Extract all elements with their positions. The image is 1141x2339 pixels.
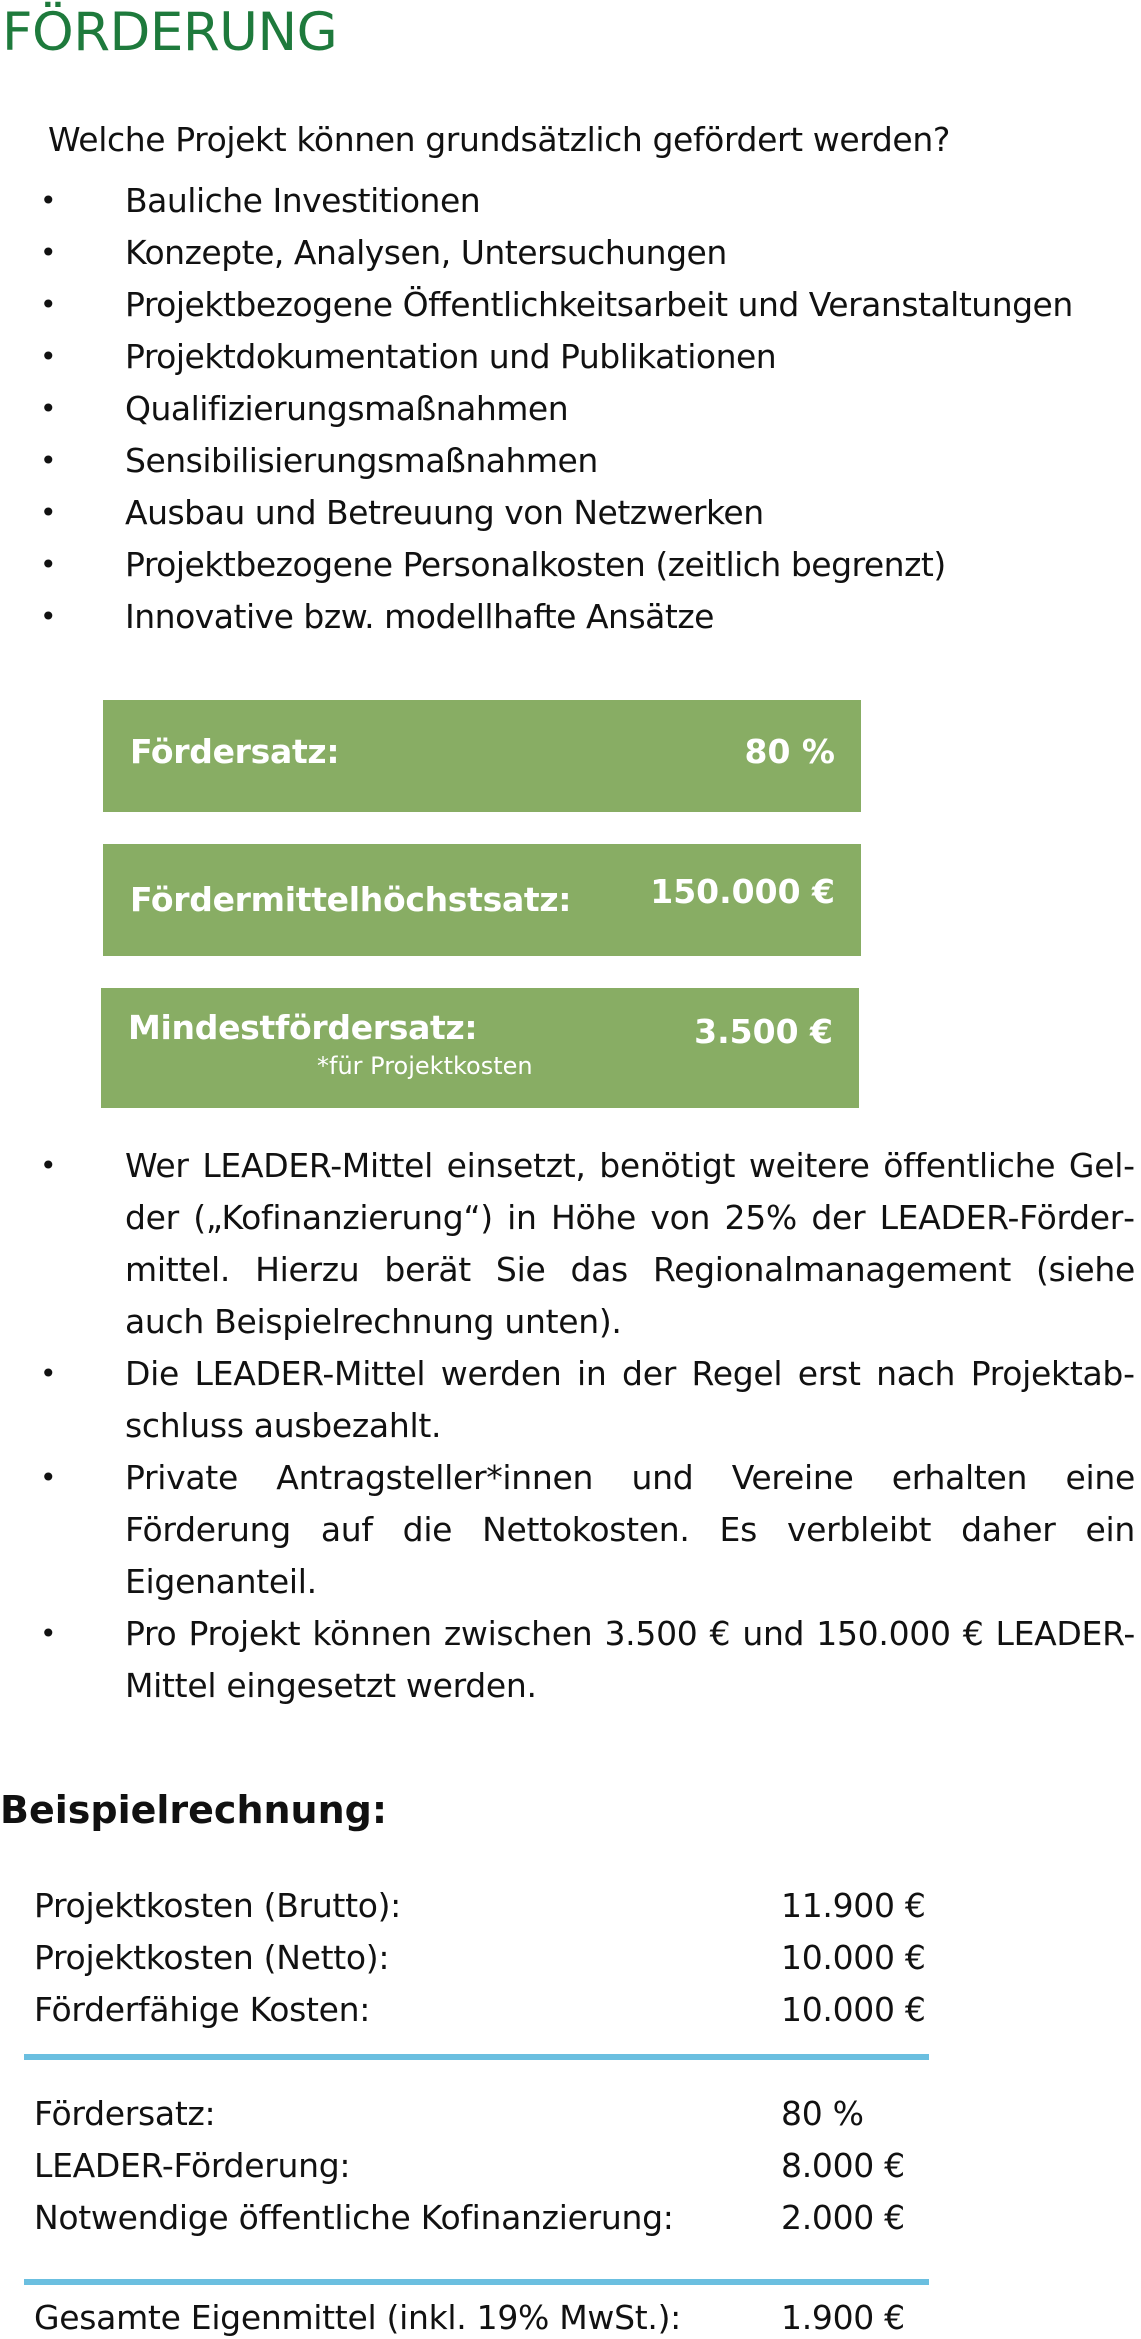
bullet-icon: • (40, 184, 57, 217)
note-text: Die LEADER-Mittel werden in der Regel erst nach Projektabschluss ausbezahlt. (125, 1354, 1135, 1445)
calc-row-foerderfaehig (34, 1984, 924, 2036)
list-item-text: Konzepte, Analysen, Untersuchungen (125, 233, 727, 272)
foerdersatz-label: Fördersatz: (130, 732, 340, 771)
list-item-text: Projektbezogene Öffentlichkeitsarbeit und Veranstaltungen (125, 285, 1073, 324)
list-item (40, 487, 1135, 539)
page-title: FÖRDERUNG (2, 2, 338, 63)
calc-label: Projektkosten (Brutto): (34, 1886, 401, 1925)
list-item (40, 227, 1135, 279)
calc-row-leader (34, 2140, 924, 2192)
intro-question: Welche Projekt können grundsätzlich gefördert werden? (48, 120, 950, 159)
bullet-icon: • (40, 600, 57, 633)
mindestsatz-label: Mindestfördersatz: (128, 1008, 478, 1047)
calc-value: 80 % (781, 2094, 864, 2133)
mindestsatz-value: 3.500 € (694, 1012, 833, 1051)
bullet-icon: • (40, 444, 57, 477)
list-item (40, 279, 1135, 331)
foerdersatz-value: 80 % (744, 732, 835, 771)
list-item-text: Ausbau und Betreuung von Netzwerken (125, 493, 764, 532)
bullet-icon: • (40, 288, 57, 321)
calc-value: 2.000 € (781, 2198, 905, 2237)
foerdersatz-box (103, 700, 861, 812)
calc-value: 8.000 € (781, 2146, 905, 2185)
hoechstsatz-label: Fördermittelhöchstsatz: (130, 880, 572, 919)
bullet-icon: • (40, 1461, 57, 1494)
list-item (40, 1452, 1135, 1608)
bullet-icon: • (40, 236, 57, 269)
calc-label: LEADER-Förderung: (34, 2146, 351, 2185)
calc-value: 10.000 € (781, 1938, 926, 1977)
divider-line (24, 2054, 929, 2060)
list-item-text: Projektbezogene Personalkosten (zeitlich begrenzt) (125, 545, 946, 584)
notes-list (40, 1140, 1135, 1712)
mindestsatz-note: *für Projektkosten (317, 1052, 533, 1080)
mindestsatz-box (101, 988, 859, 1108)
list-item-text: Bauliche Investitionen (125, 181, 481, 220)
divider-line (24, 2279, 929, 2285)
note-text: Private Antragsteller*innen und Vereine erhalten eine Förderung auf die Nettokosten. Es verbleibt daher ein Eigenanteil. (125, 1458, 1135, 1601)
list-item (40, 331, 1135, 383)
bullet-icon: • (40, 496, 57, 529)
bullet-icon: • (40, 548, 57, 581)
bullet-icon: • (40, 1357, 57, 1390)
note-text: Wer LEADER-Mittel einsetzt, benötigt weitere öffentliche Gelder („Kofinanzierung“) in Höhe von 25% der LEADER-Fördermittel. Hierzu berät Sie das Regionalmanagement (siehe auch Beispielrechnung unten). (125, 1146, 1135, 1341)
calc-row-eigenmittel (34, 2296, 924, 2339)
bullet-icon: • (40, 340, 57, 373)
list-item (40, 1140, 1135, 1348)
list-item (40, 383, 1135, 435)
calc-value: 1.900 € (781, 2298, 905, 2337)
list-item (40, 1348, 1135, 1452)
list-item-text: Sensibilisierungsmaßnahmen (125, 441, 598, 480)
list-item (40, 175, 1135, 227)
hoechstsatz-value: 150.000 € (650, 872, 835, 911)
example-heading: Beispielrechnung: (0, 1788, 388, 1832)
calc-row-foerdersatz (34, 2088, 924, 2140)
bullet-icon: • (40, 392, 57, 425)
note-text: Pro Projekt können zwischen 3.500 € und 150.000 € LEADER-Mittel eingesetzt werden. (125, 1614, 1135, 1705)
calc-row-kofinanzierung (34, 2192, 924, 2244)
bullet-icon: • (40, 1617, 57, 1650)
calc-value: 11.900 € (781, 1886, 926, 1925)
calc-label: Förderfähige Kosten: (34, 1990, 371, 2029)
calc-label: Projektkosten (Netto): (34, 1938, 390, 1977)
list-item-text: Projektdokumentation und Publikationen (125, 337, 777, 376)
calc-row-brutto (34, 1880, 924, 1932)
list-item (40, 435, 1135, 487)
list-item (40, 539, 1135, 591)
calc-value: 10.000 € (781, 1990, 926, 2029)
calc-row-netto (34, 1932, 924, 1984)
list-item (40, 1608, 1135, 1712)
eligible-list (40, 175, 1135, 643)
bullet-icon: • (40, 1149, 57, 1182)
calc-label: Fördersatz: (34, 2094, 216, 2133)
calc-label: Notwendige öffentliche Kofinanzierung: (34, 2198, 674, 2237)
list-item-text: Innovative bzw. modellhafte Ansätze (125, 597, 714, 636)
list-item (40, 591, 1135, 643)
hoechstsatz-box (103, 844, 861, 956)
calc-label: Gesamte Eigenmittel (inkl. 19% MwSt.): (34, 2298, 681, 2337)
list-item-text: Qualifizierungsmaßnahmen (125, 389, 569, 428)
